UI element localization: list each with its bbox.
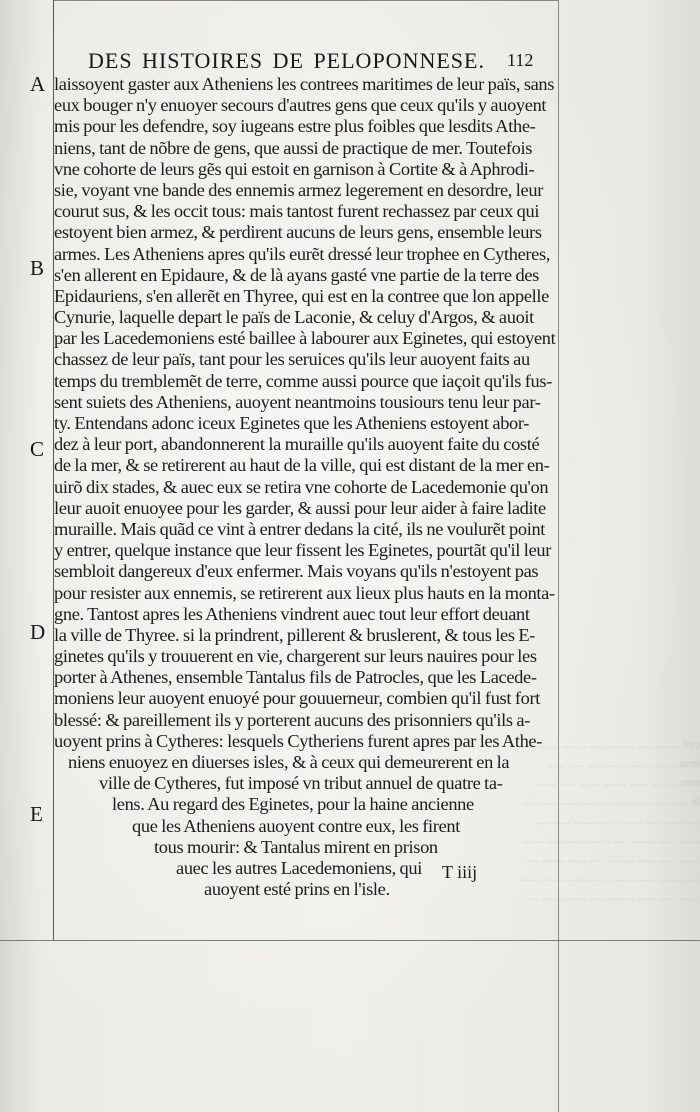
- text-line: tous mourir: & Tantalus mirent en prison: [154, 836, 438, 857]
- text-line: armes. Les Atheniens apres qu'ils eurẽt dressé leur trophee en Cytheres,: [54, 243, 551, 264]
- text-line: la ville de Thyree. si la prindrent, pillerent & bruslerent, & tous les E-: [54, 624, 536, 645]
- text-line: s'en allerent en Epidaure, & de là ayans gasté vne partie de la terre des: [54, 264, 539, 285]
- text-line: pour resister aux ennemis, se retirerent aux lieux plus hauts en la monta-: [54, 582, 555, 603]
- text-line: sembloit dangereux d'eux enfermer. Mais voyans qu'ils n'estoyent pas: [54, 561, 539, 582]
- margin-marker-c: C: [30, 437, 45, 461]
- margin-marker-e: E: [30, 802, 43, 826]
- text-line: muraille. Mais quãd ce vint à entrer dedans la cité, ils ne voulurẽt point: [54, 518, 546, 539]
- text-line: dez à leur port, abandonnerent la muraille qu'ils auoyent faite du costé: [54, 434, 540, 455]
- text-line: blessé: & pareillement ils y porterent aucuns des prisonniers qu'ils a-: [54, 709, 531, 730]
- text-line: porter à Athenes, ensemble Tantalus fils de Patrocles, que les Lacede-: [54, 667, 537, 688]
- text-line: moniens leur auoyent enuoyé pour gouuerneur, combien qu'il fust fort: [54, 688, 541, 709]
- text-line: niens, tant de nõbre de gens, que aussi de practique de mer. Toutefois: [54, 137, 533, 158]
- text-line: Epidauriens, s'en allerẽt en Thyree, qui est en la contree que lon appelle: [54, 285, 549, 306]
- text-line: laissoyent gaster aux Atheniens les contrees maritimes de leur païs, sans: [54, 74, 555, 94]
- text-line: vne cohorte de leurs gẽs qui estoit en garnison à Cortite & à Aphrodi-: [54, 158, 535, 179]
- text-line: chassez de leur païs, tant pour les seruices qu'ils leur auoyent faits au: [54, 349, 530, 370]
- text-line: courut sus, & les occit tous: mais tantost furent rechassez par ceux qui: [54, 201, 540, 222]
- text-line: ville de Cytheres, fut imposé vn tribut annuel de quatre ta-: [99, 773, 503, 794]
- text-line: ginetes qu'ils y trouuerent en vie, chargerent sur leurs nauires pour les: [54, 646, 537, 667]
- text-line: temps du tremblemẽt de terre, comme aussi pource que iaçoit qu'ils fus-: [54, 370, 552, 391]
- text-line: auoyent esté prins en l'isle.: [204, 879, 390, 900]
- text-line: ty. Entendans adonc iceux Eginetes que les Atheniens estoyent abor-: [54, 413, 530, 433]
- text-line: eux bouger n'y enuoyer secours d'autres gens que ceux qu'ils y auoyent: [54, 95, 547, 116]
- text-line: sent suiets des Atheniens, auoyent neantmoins tousiours tenu leur par-: [54, 391, 541, 412]
- bottom-frame-rule: [0, 940, 700, 941]
- signature-mark: T iiij: [442, 862, 478, 882]
- text-line: niens enuoyez en diuerses isles, & à ceux qui demeurerent en la: [68, 752, 510, 772]
- show-through-texture: ceil ........ ..... ...... ........ . ...... ....... ..... tenu ....... ........ ........ .... ..... ...... mes ......... ...... ........ ....... ..... ....... le ...... .... ...... ........ ....... ....... ...... .... ..... ....... .... ....... ...... ........ ...... ..... ....... ...... ........ ..... ........ ....... .... ....... ....... ...... ...... ......... ..... ...... ........ .... ..... ........ ....... ...... ........ ....... ...... ...... ....... ...... ...... ......... ..... ...... ........ ....: [520, 737, 700, 903]
- margin-marker-d: D: [30, 620, 46, 644]
- text-line: uoyent prins à Cytheres: lesquels Cytheriens furent apres par les Athe-: [54, 730, 543, 751]
- text-line: mis pour les defendre, soy iugeans estre plus foibles que lesdits Athe-: [54, 116, 536, 137]
- text-line: gne. Tantost apres les Atheniens vindrent auec tout leur effort deuant: [54, 603, 530, 624]
- text-line: y entrer, quelque instance que leur fissent les Eginetes, pourtãt qu'il leur: [54, 540, 551, 561]
- text-line: auec les autres Lacedemoniens, qui: [176, 857, 423, 878]
- page-number: 112: [507, 50, 534, 70]
- text-line: par les Lacedemoniens esté baillee à labourer aux Eginetes, qui estoyent: [54, 328, 556, 349]
- text-line: estoyent bien armez, & perdirent aucuns de leurs gens, ensemble leurs: [54, 222, 542, 243]
- text-line: uirõ dix stades, & auec eux se retira vne cohorte de Lacedemonie qu'on: [54, 476, 549, 497]
- body-text: [54, 74, 556, 900]
- margin-marker-a: A: [30, 72, 46, 96]
- top-frame-rule: [53, 0, 558, 1]
- text-line: lens. Au regard des Eginetes, pour la haine ancienne: [112, 794, 474, 815]
- right-margin-rule: [558, 0, 559, 1112]
- text-line: sie, voyant vne bande des ennemis armez legerement en desordre, leur: [54, 179, 543, 200]
- text-line: que les Atheniens auoyent contre eux, les firent: [132, 815, 460, 836]
- running-title: DES HISTOIRES DE PELOPONNESE.: [88, 48, 485, 73]
- text-line: leur auoit enuoyee pour les garder, & aussi pour leur aider à faire ladite: [54, 497, 546, 518]
- text-line: Cynurie, laquelle depart le païs de Laconie, & celuy d'Argos, & auoit: [54, 307, 534, 328]
- text-line: de la mer, & se retirerent au haut de la ville, qui est distant de la mer en-: [54, 455, 550, 476]
- margin-marker-b: B: [30, 256, 45, 280]
